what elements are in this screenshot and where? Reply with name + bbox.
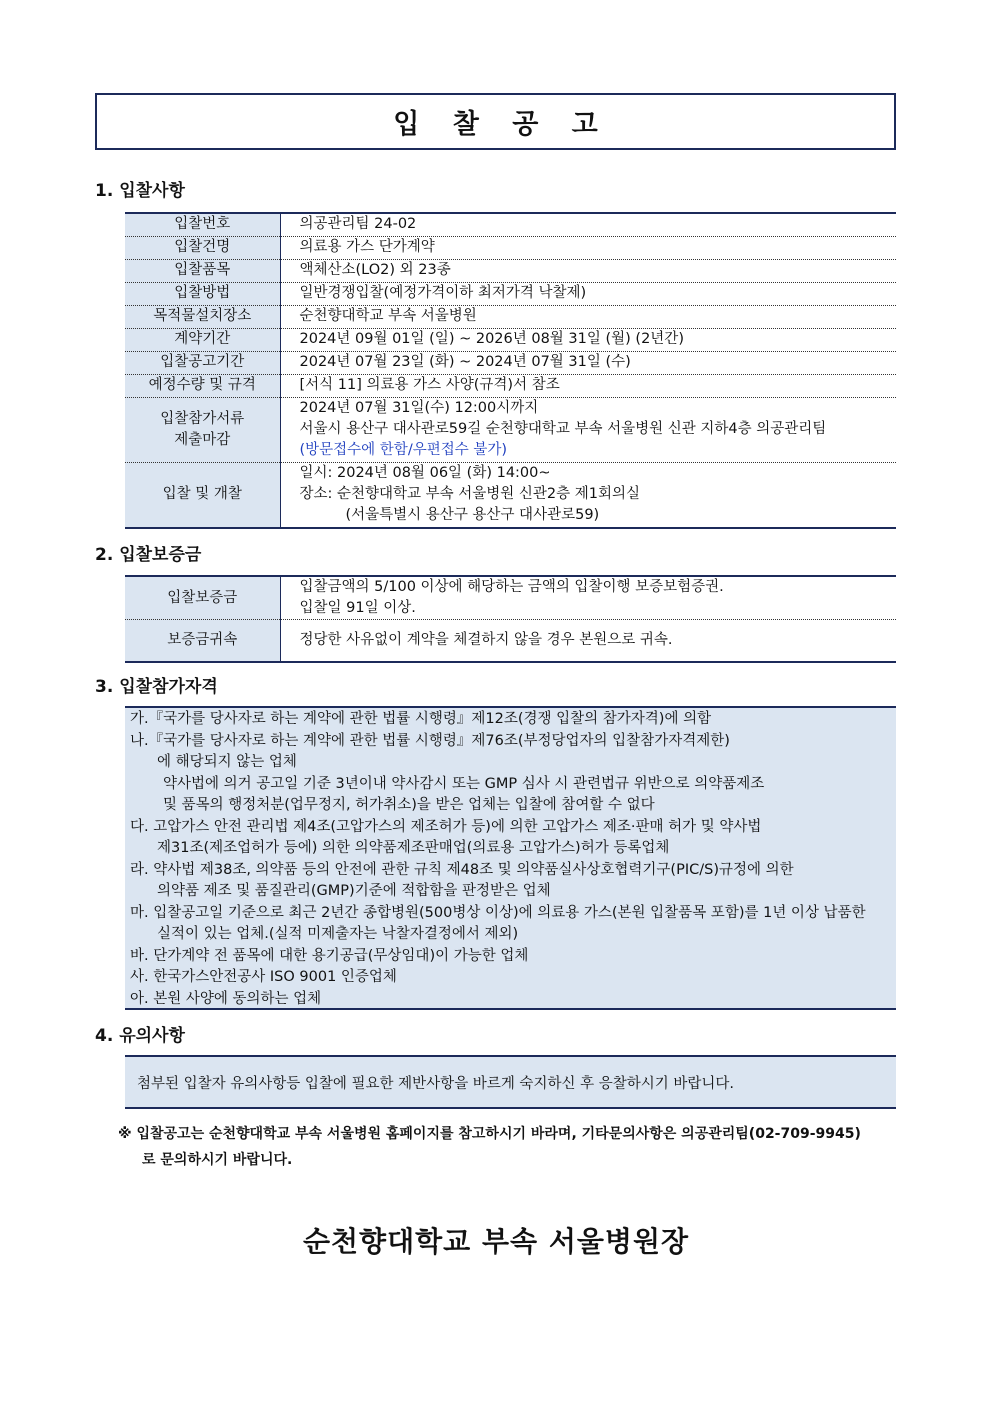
row-value: [서식 11] 의료용 가스 사양(규격)서 참조 bbox=[299, 377, 560, 393]
list-item: 약사법에 의거 공고일 기준 3년이내 약사감시 또는 GMP 심사 시 관련법규 위반으로 의약품제조 bbox=[163, 775, 765, 792]
list-item: 마. 입찰공고일 기준으로 최근 2년간 종합병원(500병상 이상)에 의료용 가스(본원 입찰품목 포함)를 1년 이상 납품한 bbox=[130, 904, 866, 921]
list-item: 나.『국가를 당사자로 하는 계약에 관한 법률 시행령』제76조(부정당업자의 입찰참가자격제한) bbox=[130, 732, 730, 749]
table-row bbox=[125, 351, 896, 374]
deposit-period: 입찰일 91일 이상. bbox=[299, 600, 416, 616]
list-item: 다. 고압가스 안전 관리법 제4조(고압가스의 제조허가 등)에 의한 고압가스 제조·판매 허가 및 약사법 bbox=[130, 818, 762, 835]
submission-label-line2: 제출마감 bbox=[174, 431, 231, 448]
row-value: 의공관리팀 24-02 bbox=[299, 216, 417, 233]
row-label: 입찰품목 bbox=[125, 259, 280, 282]
list-item: 바. 단가계약 전 품목에 대한 용기공급(무상임대)이 가능한 업체 bbox=[130, 947, 529, 964]
list-item: 및 품목의 행정처분(업무정지, 허가취소)을 받은 업체는 입찰에 참여할 수 없다 bbox=[163, 797, 655, 813]
signature: 순천향대학교 부속 서울병원장 bbox=[302, 1225, 690, 1258]
row-label: 입찰건명 bbox=[125, 236, 280, 259]
row-value: 2024년 07월 23일 (화) ~ 2024년 07월 31일 (수) bbox=[299, 354, 631, 370]
row-label: 입찰보증금 bbox=[125, 576, 280, 620]
list-item: 라. 약사법 제38조, 의약품 등의 안전에 관한 규칙 제48조 및 의약품실사상호협력기구(PIC/S)규정에 의한 bbox=[130, 861, 794, 878]
remark-line1: ※ 입찰공고는 순천향대학교 부속 서울병원 홈페이지를 참고하시기 바라며, 기타문의사항은 의공관리팀(02-709-9945) bbox=[118, 1126, 861, 1142]
row-label: 계약기간 bbox=[125, 328, 280, 351]
opening-datetime: 일시: 2024년 08월 06일 (화) 14:00~ bbox=[299, 465, 551, 482]
submission-deadline: 2024년 07월 31일(수) 12:00시까지 bbox=[299, 400, 539, 416]
list-item: 제31조(제조업허가 등에) 의한 의약품제조판매업(의료용 고압가스)허가 등록업체 bbox=[157, 840, 670, 856]
table-row bbox=[125, 576, 896, 620]
table-row bbox=[125, 462, 896, 528]
submission-note: (방문접수에 한함/우편접수 불가) bbox=[299, 442, 508, 458]
deposit-table bbox=[125, 575, 896, 663]
section-heading-deposit: 2. 입찰보증금 bbox=[95, 545, 202, 565]
section-heading-bid-info: 1. 입찰사항 bbox=[95, 181, 185, 201]
list-item: 의약품 제조 및 품질관리(GMP)기준에 적합함을 판정받은 업체 bbox=[157, 883, 551, 899]
section-heading-notice: 4. 유의사항 bbox=[95, 1026, 185, 1046]
row-value: 의료용 가스 단가계약 bbox=[299, 239, 435, 255]
table-row bbox=[125, 236, 896, 259]
list-item: 실적이 있는 업체.(실적 미제출자는 낙찰자결정에서 제외) bbox=[157, 926, 519, 942]
list-item: 아. 본원 사양에 동의하는 업체 bbox=[130, 990, 322, 1007]
row-value: 순천향대학교 부속 서울병원 bbox=[299, 308, 477, 324]
opening-place: 장소: 순천향대학교 부속 서울병원 신관2층 제1회의실 bbox=[299, 486, 641, 503]
row-value: 정당한 사유없이 계약을 체결하지 않을 경우 본원으로 귀속. bbox=[299, 631, 673, 648]
row-label bbox=[125, 397, 280, 462]
row-label: 입찰번호 bbox=[125, 213, 280, 236]
row-label: 입찰공고기간 bbox=[125, 351, 280, 374]
row-value: 액체산소(LO2) 외 23종 bbox=[299, 262, 451, 278]
qualification-box bbox=[125, 706, 896, 1010]
list-item: 가.『국가를 당사자로 하는 계약에 관한 법률 시행령』제12조(경쟁 입찰의 참가자격)에 의함 bbox=[130, 711, 712, 727]
table-row bbox=[125, 259, 896, 282]
submission-label-line1: 입찰참가서류 bbox=[160, 410, 245, 427]
table-row bbox=[125, 305, 896, 328]
row-value bbox=[280, 462, 896, 528]
notice-text: 첨부된 입찰자 유의사항등 입찰에 필요한 제반사항을 바르게 숙지하신 후 응찰하시기 바랍니다. bbox=[137, 1075, 734, 1092]
row-value: 2024년 09월 01일 (일) ~ 2026년 08월 31일 (월) (2년간) bbox=[299, 331, 684, 347]
table-row bbox=[125, 213, 896, 236]
submission-address: 서울시 용산구 대사관로59길 순천향대학교 부속 서울병원 신관 지하4층 의공관리팀 bbox=[299, 421, 827, 437]
row-label: 예정수량 및 규격 bbox=[125, 374, 280, 397]
list-item: 사. 한국가스안전공사 ISO 9001 인증업체 bbox=[130, 969, 397, 985]
row-label: 목적물설치장소 bbox=[125, 305, 280, 328]
table-row bbox=[125, 282, 896, 305]
page-title: 입 찰 공 고 bbox=[393, 109, 610, 140]
row-value bbox=[280, 397, 896, 462]
section-heading-qualification: 3. 입찰참가자격 bbox=[95, 677, 218, 697]
row-value bbox=[280, 576, 896, 620]
table-row bbox=[125, 620, 896, 662]
list-item: 에 해당되지 않는 업체 bbox=[157, 754, 297, 770]
table-row bbox=[125, 328, 896, 351]
opening-address: (서울특별시 용산구 용산구 대사관로59) bbox=[345, 507, 600, 524]
remark bbox=[118, 1121, 903, 1173]
notice-box bbox=[125, 1055, 896, 1109]
table-row bbox=[125, 397, 896, 462]
deposit-amount: 입찰금액의 5/100 이상에 해당하는 금액의 입찰이행 보증보험증권. bbox=[299, 579, 724, 595]
row-label: 입찰 및 개찰 bbox=[125, 462, 280, 528]
row-label: 보증금귀속 bbox=[125, 620, 280, 662]
title-box bbox=[95, 93, 896, 150]
row-value: 일반경쟁입찰(예정가격이하 최저가격 낙찰제) bbox=[299, 285, 587, 301]
remark-line2: 로 문의하시기 바랍니다. bbox=[142, 1152, 293, 1168]
bid-info-table bbox=[125, 212, 896, 529]
row-label: 입찰방법 bbox=[125, 282, 280, 305]
table-row bbox=[125, 374, 896, 397]
